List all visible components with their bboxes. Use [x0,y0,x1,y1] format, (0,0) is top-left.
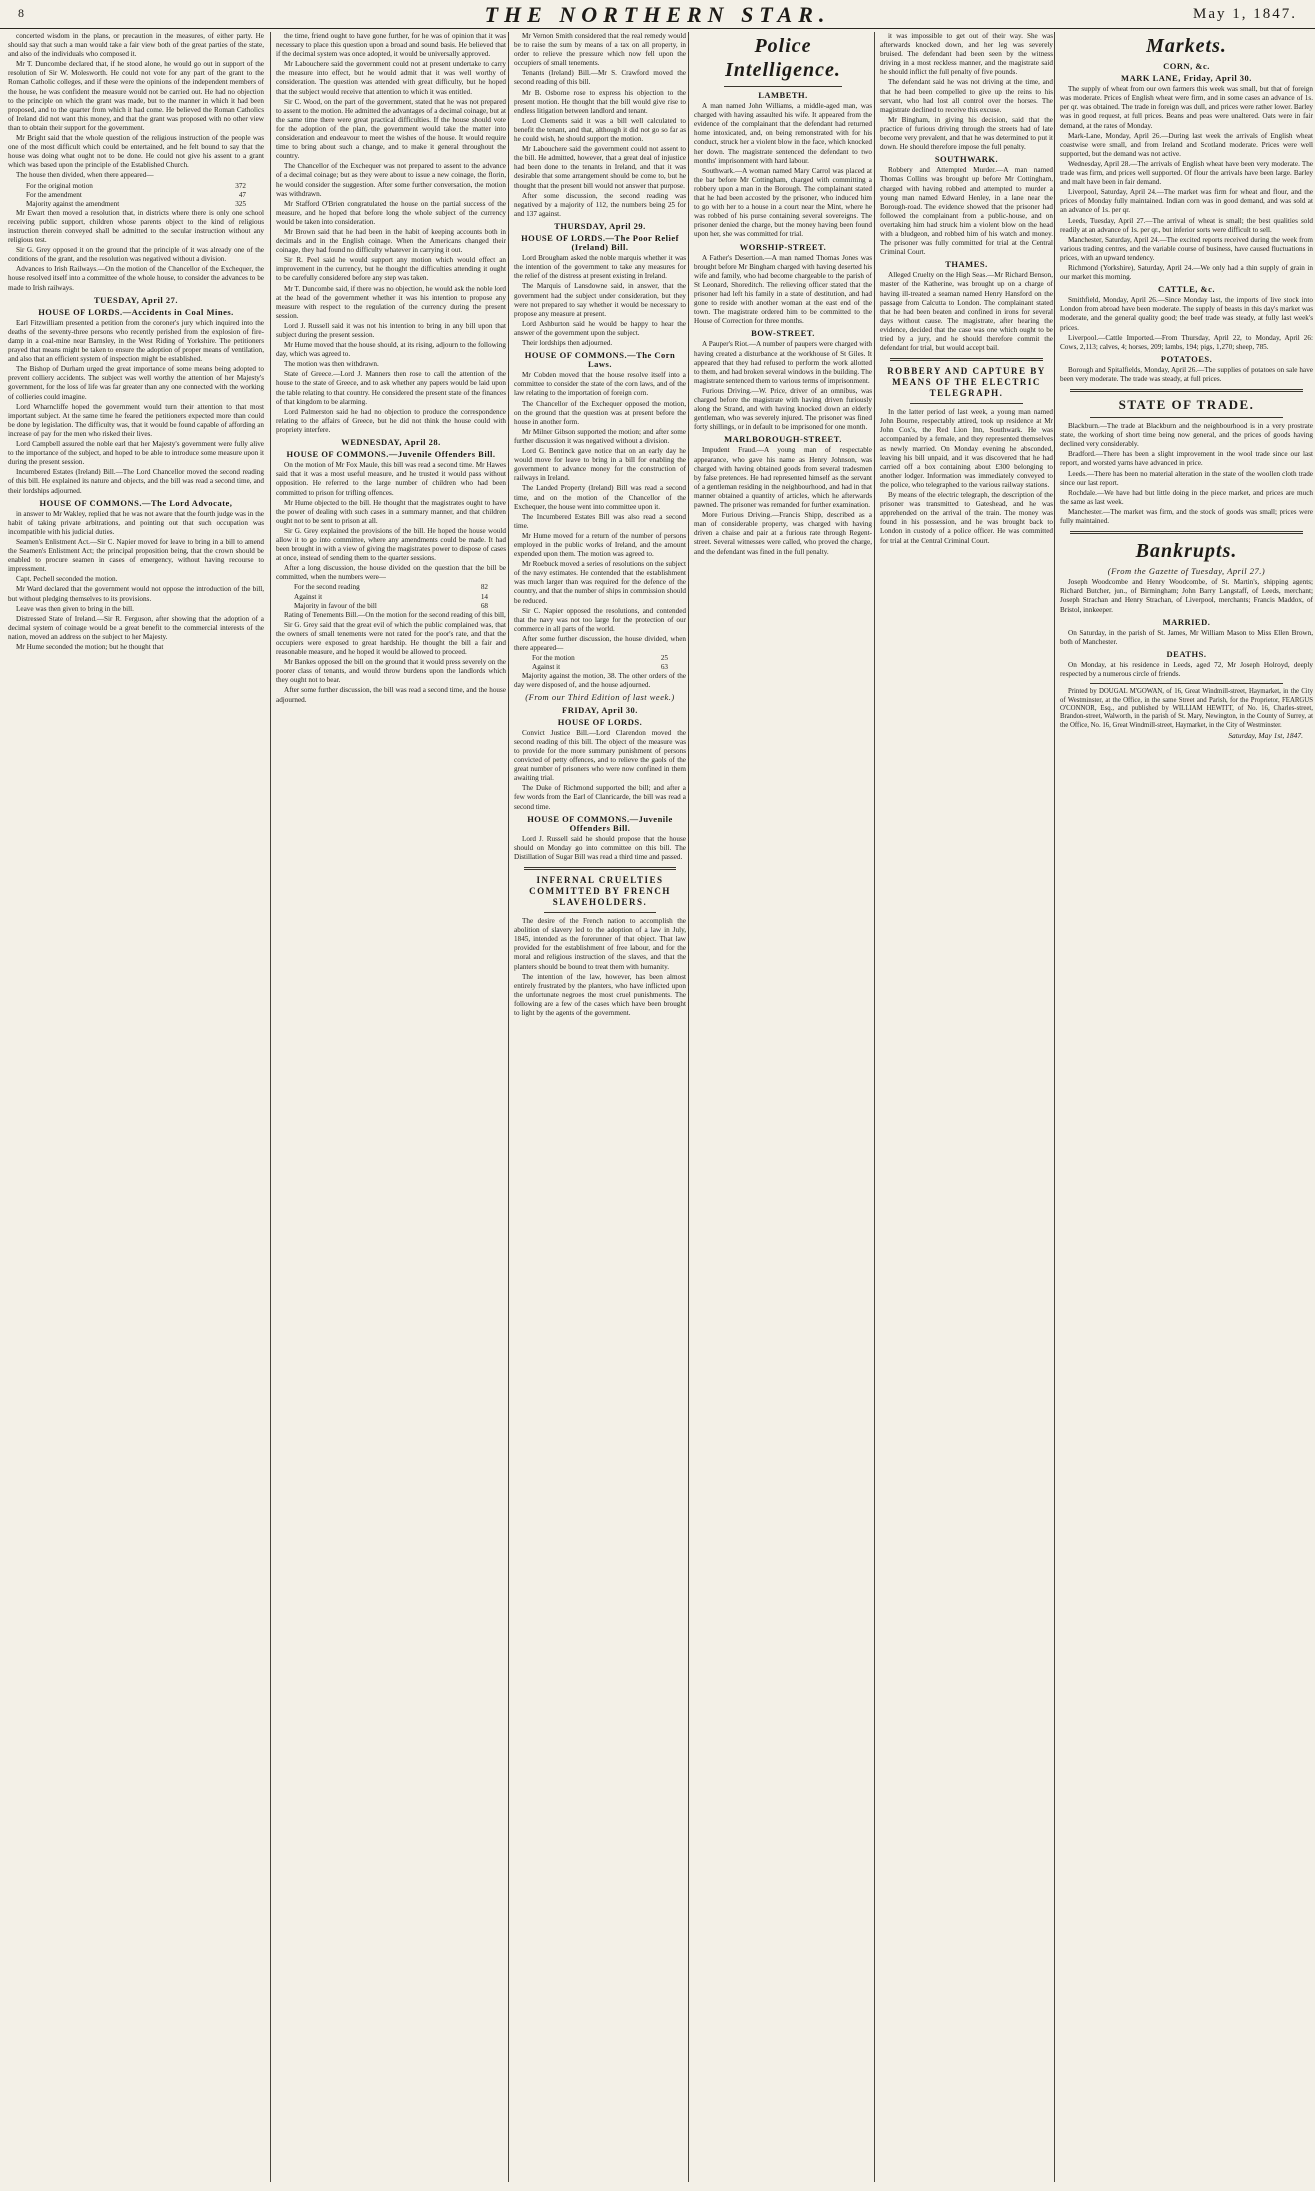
vote-row: For the second reading 82 [294,583,488,592]
vote-row: Majority against the amendment 325 [26,199,246,208]
article-paragraph: Mr Ewart then moved a resolution that, in districts where there is only one school receiving public support, children whose parents object to the kind of religious instruction therein conveyed shall be admitted to the secular instruction without any religious test. [8,208,264,245]
article-paragraph: Alleged Cruelty on the High Seas.—Mr Richard Benson, master of the Katherine, was brought up on a charge of having ill-treated a seaman named Henry Hansford on the passage from Calcutta to London. The complainant stated that he had been beaten and confined in irons for several days without cause. The magistrate, after hearing the evidence, decided that the case was one which ought to be tried by a jury, and he should therefore commit the defendant for trial, but would accept bail. [880,271,1053,353]
article-paragraph: Mr Cobden moved that the house resolve itself into a committee to consider the state of the corn laws, and of the law relating to the importation of foreign corn. [514,371,686,398]
article-paragraph: State of Greece.—Lord J. Manners then rose to call the attention of the house to the state of Greece, and to ask whether any papers would be laid upon the table relating to that country. He considered the present state of the finances of that kingdom to be alarming. [276,370,506,406]
section-heading: HOUSE OF COMMONS.—Juvenile Offenders Bill. [286,449,496,460]
article-paragraph: After some further discussion, the bill was read a second time, and the house adjourned. [276,686,506,704]
issue-date: May 1, 1847. [1193,6,1297,22]
article-paragraph: Sir G. Grey said that the great evil of which the public complained was, that the owners of small tenements were not rated for the poor's rate, and that the occupiers were exposed to great hardship. He thought the bill a fair and reasonable measure, and he hoped it would be allowed to proceed. [276,620,506,657]
article-paragraph: Mr Labouchere said the government could not at present undertake to carry the measure into effect, but he would admit that it was well worthy of consideration. The question was attended with great difficulty, but he hoped that the subject would receive that attention to which it was entitled. [276,60,506,96]
section-heading: POTATOES. [1160,353,1213,364]
article-paragraph: Mr Hume moved for a return of the number of persons employed in the public works of Ireland, and the amount expended upon them. The motion was agreed to. [514,531,686,559]
article-paragraph: Their lordships then adjourned. [522,339,613,347]
section-heading: THURSDAY, April 29. [554,220,646,231]
masthead [0,0,1315,29]
section-heading: CORN, &c. [1163,61,1210,71]
article-paragraph: Borough and Spitalfields, Monday, April 26.—The supplies of potatoes on sale have been very moderate. The trade was steady, at full prices. [1060,365,1313,383]
divider [1070,389,1303,392]
article-paragraph: The Chancellor of the Exchequer was not prepared to assent to the advance of a decimal coinage; but as they were about to issue a new coinage, the florin, he would consider the suggestion. After some further conversation, the motion was withdrawn. [276,162,506,198]
section-title: Markets. [1146,35,1227,57]
section-heading: HOUSE OF COMMONS.—Juvenile Offenders Bill. [527,813,673,833]
gazette-note: (From the Gazette of Tuesday, April 27.) [1107,566,1266,577]
article-paragraph: Capt. Pechell seconded the motion. [16,575,118,584]
article-paragraph: Lord J. Russell said it was not his intention to bring in any bill upon that subject during the present session. [276,321,506,339]
section-title: Bankrupts. [1135,540,1238,563]
article-paragraph: Leeds.—There has been no material alteration in the state of the woollen cloth trade since our last report. [1060,469,1313,487]
article-paragraph: Liverpool.—Cattle Imported.—From Thursday, April 22, to Monday, April 26: Cows, 2,113; calves, 4; horses, 209; lambs, 194; pigs, 1,270; sheep, 785. [1060,333,1313,351]
article-paragraph: The defendant said he was not driving at the time, and that he had been compelled to give up the reins to his servant, who had lost all control over the horses. The magistrate declined to receive this excuse. [880,78,1053,114]
section-heading: HOUSE OF COMMONS.—The Corn Laws. [524,350,676,370]
article-paragraph: Mr Hume seconded the motion; but he thought that [16,643,164,651]
article-paragraph: The Incumbered Estates Bill was also read a second time. [514,512,686,530]
article-paragraph: In the latter period of last week, a young man named John Bourne, respectably attired, took up residence at Mr John Cox's, the Red Lion Inn, Southwark. He was accompanied by a female, and they represented themselves as newly married. On Monday evening he absconded, leaving his bill unpaid, and it was discovered that he had carried off a box containing about £300 belonging to another lodger. Information was immediately conveyed to the police, who telegraphed to the various railway stations. [880,408,1053,489]
article-paragraph: Leave was then given to bring in the bill. [16,604,134,613]
article-headline: ROBBERY AND CAPTURE BY MEANS OF THE ELECTRIC TELEGRAPH. [887,366,1046,399]
article-paragraph: Mr Labouchere said the government could not assent to the bill. He admitted, however, that a great deal of injustice had been done to the tenants in Ireland, and that it was desirable that some arrangement should be come to, but he thought that the present bill would not answer that purpose. [514,145,686,190]
edition-note: (From our Third Edition of last week.) [525,692,675,703]
divider [910,403,1023,404]
article-paragraph: the time, friend ought to have gone further, for he was of opinion that it was necessary to place this question upon a broad and sound basis. He believed that if the decimal system was once adopted, it would be universally approved. [276,32,506,59]
article-paragraph: Majority against the motion, 38. The other orders of the day were disposed of, and the house adjourned. [514,672,686,690]
article-paragraph: After a long discussion, the house divided on the question that the bill be committed, when the numbers were— [276,564,506,582]
article-paragraph: Mr Milner Gibson supported the motion; and after some further discussion it was negatived without a division. [514,427,686,445]
column-2 [270,32,506,2182]
article-paragraph: Mr Bankes opposed the bill on the ground that it would press severely on the poorer class of tenants, and would throw burdens upon the landlords which they ought not to bear. [276,658,506,685]
article-paragraph: A Pauper's Riot.—A number of paupers were charged with having created a disturbance at the workhouse of St Giles. It appeared that they had refused to perform the work allotted to them, and had broken several windows in the building. The magistrate sentenced them to various terms of imprisonment. [694,340,872,385]
article-paragraph: Incumbered Estates (Ireland) Bill.—The Lord Chancellor moved the second reading of this bill. He explained its nature and objects, and the bill was read a second time, and their lordships adjourned. [8,468,264,495]
article-paragraph: Smithfield, Monday, April 26.—Since Monday last, the imports of live stock into London from abroad have been moderate. The supply of beasts in this day's market was moderate, and the general quality good; the beef trade was steady, at fully last week's prices. [1060,296,1313,332]
section-title: Police Intelligence. [725,35,841,81]
article-paragraph: Robbery and Attempted Murder.—A man named Thomas Collins was brought up before Mr Cottingham, charged with having robbed and attempted to murder a young man named Edward Henley, in a lane near the Borough-road. The evidence showed that the prisoner had followed the complainant from a public-house, and on overtaking him had struck him a violent blow on the head with a bludgeon, and robbed him of his watch and money. The prisoner was fully committed for trial at the Central Criminal Court. [880,166,1053,257]
article-paragraph: Leeds, Tuesday, April 27.—The arrival of wheat is small; the best qualities sold readily at an advance of 1s. per qr., but inferior sorts were difficult to sell. [1060,216,1313,234]
article-paragraph: Sir G. Grey explained the provisions of the bill. He hoped the house would allow it to go into committee, where any amendments could be made. It had been brought in with a view of giving the magistrates power to dispose of cases at once, instead of sending them to the quarter sessions. [276,526,506,563]
article-paragraph: After some discussion, the second reading was negatived by a majority of 112, the numbers being 25 for and 137 against. [514,191,686,218]
divider [1090,417,1283,418]
section-heading: CATTLE, &c. [1157,284,1216,295]
article-paragraph: By means of the electric telegraph, the description of the prisoner was transmitted to Gateshead, and he was apprehended on the arrival of the train. The money was found in his possession, and he was brought back to London in custody of a police officer. He was committed for trial at the Central Criminal Court. [880,491,1053,545]
page-number: 8 [18,6,24,20]
article-paragraph: Sir C. Napier opposed the resolutions, and contended that the navy was not too large for the protection of our commerce in all parts of the world. [514,606,686,633]
section-heading: SOUTHWARK. [934,154,999,165]
article-paragraph: Rating of Tenements Bill.—On the motion for the second reading of this bill, [284,610,506,619]
article-paragraph: Sir R. Peel said he would support any motion which would effect an improvement in the currency, but he thought the difficulties attending it ought to be carefully considered before any step was taken. [276,256,506,283]
imprint-date: Saturday, May 1st, 1847. [1228,731,1303,741]
article-paragraph: On Monday, at his residence in Leeds, aged 72, Mr Joseph Holroyd, deeply respected by a numerous circle of friends. [1060,660,1313,679]
article-paragraph: Wednesday, April 28.—The arrivals of English wheat have been very moderate. The trade was firm, and prices well supported. Of flour the arrivals have been large. Barley and malt have been in fair demand. [1060,159,1313,187]
column-3 [508,32,686,2182]
article-paragraph: Richmond (Yorkshire), Saturday, April 24.—We only had a thin supply of grain in our market this morning. [1060,263,1313,282]
article-paragraph: Lord Palmerston said he had no objection to produce the correspondence relating to the affairs of Greece, but he did not think the house could with propriety interfere. [276,407,506,434]
section-heading: WEDNESDAY, April 28. [341,437,441,448]
section-heading: MARK LANE, Friday, April 30. [1121,73,1252,84]
article-paragraph: On the motion of Mr Fox Maule, this bill was read a second time. Mr Hawes said that it was a most useful measure, and he trusted it would pass without opposition. He referred to the large number of children who had been committed to prison for trifling offences. [276,461,506,497]
article-paragraph: Distressed State of Ireland.—Sir R. Ferguson, after showing that the adoption of a decimal system of coinage would be a great benefit to the commercial interests of the nation, moved an address on the subject to her Majesty. [8,614,264,641]
section-heading: BOW-STREET. [751,328,815,339]
section-heading: TUESDAY, April 27. [94,294,178,305]
article-paragraph: Rochdale.—We have had but little doing in the piece market, and prices are much the same as last week. [1060,488,1313,506]
article-paragraph: it was impossible to get out of their way. She was afterwards knocked down, and her leg was severely bruised. The defendant had been seen by the witness driving in a most reckless manner, and the magistrate said he should inflict the full penalty of five pounds. [880,32,1053,77]
article-paragraph: Furious Driving.—W. Price, driver of an omnibus, was charged before the magistrate with having driven furiously along the Strand, and with having knocked down an elderly gentleman, who was severely injured. The prisoner was fined forty shillings, or in default to be imprisoned for one month. [694,386,872,432]
section-heading: DEATHS. [1166,648,1207,659]
article-paragraph: Lord J. Russell said he should propose that the house should on Monday go into committee on this bill. The Distillation of Sugar Bill was read a third time and passed. [514,834,686,861]
article-paragraph: Sir G. Grey opposed it on the ground that the principle of it was already one of the conditions of the grant, and the resolution was negatived without a division. [8,246,264,264]
article-paragraph: concerted wisdom in the plans, or precaution in the measures, of either party. He should say that such a man would take a fair view both of the great parties of the state, and also of the individuals who composed it. [8,32,264,59]
column-1 [8,32,264,2182]
article-paragraph: After some further discussion, the house divided, when there appeared— [514,634,686,652]
article-paragraph: More Furious Driving.—Francis Shipp, described as a man of considerable property, was charged with having driven a chaise and pair at a furious rate through Regent-street. Several witnesses were called, who proved the charge, and the defendant was fined in the full penalty. [694,511,872,556]
article-paragraph: Bradford.—There has been a slight improvement in the wool trade since our last report, and worsted yarns have advanced in price. [1060,450,1313,468]
section-heading: HOUSE OF LORDS.—Accidents in Coal Mines. [38,306,234,317]
article-paragraph: Lord G. Bentinck gave notice that on an early day he would move for leave to bring in a bill for enabling the government to advance money for the construction of railways in Ireland. [514,447,686,483]
vote-row: For the motion 25 [532,654,668,663]
article-paragraph: The Landed Property (Ireland) Bill was read a second time, and on the motion of the Chancellor of the Exchequer, the house went into committee upon it. [514,484,686,511]
column-4 [688,32,872,2182]
vote-row: For the amendment 47 [26,190,246,199]
article-paragraph: Convict Justice Bill.—Lord Clarendon moved the second reading of this bill. The object of the measure was to provide for the more summary punishment of persons convicted of petty offences, and to relieve the gaols of the great number of prisoners who were now confined in them awaiting trial. [514,728,686,783]
article-paragraph: Mr Bingham, in giving his decision, said that the practice of furious driving through the streets had of late become very prevalent, and that he was determined to put it down. He should therefore impose the full penalty. [880,115,1053,152]
section-heading: THAMES. [945,259,988,270]
article-paragraph: Lord Wharncliffe hoped the government would turn their attention to that most important subject. At the same time he feared the petitioners expected more than could be done by legislation. The difficulty was, that it would be found capable of affording an increase of pay for the men who risked their lives. [8,402,264,438]
vote-row: Against it 14 [294,592,488,601]
article-paragraph: Mr Ward declared that the government would not oppose the introduction of the bill, but without pledging themselves to its provisions. [8,585,264,603]
divider [544,912,656,913]
divider [524,867,676,870]
article-paragraph: Earl Fitzwilliam presented a petition from the coroner's jury which inquired into the deaths of the seventy-three persons who recently perished from the explosion of fire-damp in a coal-mine near Barnsley, in the West Riding of Yorkshire. The petitioners prayed that means might be taken to ensure the adoption of proper means of ventilation, and also that an efficient system of inspection might be established. [8,318,264,364]
division-result [276,583,506,610]
article-paragraph: Mr Hume objected to the bill. He thought that the magistrates ought to have the power of dealing with such cases in a summary manner, and that children ought not to be sent to prison at all. [276,498,506,525]
section-heading: MARLBOROUGH-STREET. [724,434,842,445]
section-headline: STATE OF TRADE. [1118,397,1255,413]
article-paragraph: The intention of the law, however, has been almost entirely frustrated by the planters, who have inflicted upon the unfortunate negroes the most cruel punishments. The following are a few of the cases which have been brought to light by the agents of the government. [514,972,686,1017]
divider [724,86,842,87]
section-heading: HOUSE OF LORDS. [557,716,643,727]
article-paragraph: Lord Clements said it was a bill well calculated to benefit the tenant, and that, although it did not go so far as he could wish, he should support the motion. [514,116,686,144]
article-paragraph: Tenants (Ireland) Bill.—Mr S. Crawford moved the second reading of this bill. [514,69,686,87]
article-paragraph: Mr Vernon Smith considered that the real remedy would be to raise the sum by means of a tax on all property, in order to relieve the pressure which now fell upon the occupiers of small tenements. [514,32,686,68]
article-paragraph: in answer to Mr Wakley, replied that he was not aware that the fourth judge was in the habit of taking private arbitrations, and pointing out that such occupation was incompatible with his judicial duties. [8,509,264,536]
section-heading: LAMBETH. [758,90,808,100]
divider [890,358,1043,361]
article-paragraph: A man named John Williams, a middle-aged man, was charged with having assaulted his wife. It appeared from the evidence of the complainant that the defendant had returned home intoxicated, and, on being remonstrated with for his conduct, struck her a violent blow in the face, which knocked her down. The magistrate sentenced the defendant to two months' imprisonment with hard labour. [694,102,872,165]
article-paragraph: The motion was then withdrawn. [284,360,379,369]
article-paragraph: Seamen's Enlistment Act.—Sir C. Napier moved for leave to bring in a bill to amend the Seamen's Enlistment Act; the principal proposition being, that the crown should be enabled to procure seamen in cases of emergency, without having recourse to impressment. [8,537,264,574]
article-paragraph: Liverpool, Saturday, April 24.—The market was firm for wheat and flour, and the prices of Monday fully maintained. Indian corn was in good demand, and was sold at an advance of 1s. per qr. [1060,188,1313,215]
article-paragraph: Mr T. Duncombe declared that, if he stood alone, he would go out in support of the resolution of Sir W. Molesworth. He could not vote for any part of the grant to the Roman Catholic colleges, and if these were the opinions of the independent members of the house, he was confident the measure would not be carried out. He had no objection to the principle on which the grant was made, but to the manner in which it had been proposed, and to the quarter from which it had come. He believed the Roman Catholics of Ireland did not want this money, and that the grant was proposed with no other view than to obtain their support for the government. [8,60,264,132]
article-paragraph: The house then divided, when there appeared— [16,171,154,180]
article-paragraph: Mr T. Duncombe said, if there was no objection, he would ask the noble lord at the head of the government whether it was his intention to propose any measure with respect to the regulation of the currency during the present session. [276,284,506,320]
article-paragraph: Mr Roebuck moved a series of resolutions on the subject of the navy estimates. He contended that the establishment was much larger than was required for the defence of the country, and that the number of ships in commission should be reduced. [514,560,686,605]
article-paragraph: Blackburn.—The trade at Blackburn and the neighbourhood is in a very prostrate state, the working of short time being now general, and the prices of goods having declined very considerably. [1060,422,1313,449]
article-paragraph: Mr Brown said that he had been in the habit of keeping accounts both in decimals and in the English coinage. When the Americans changed their coinage, they had found no difficulty whatever in carrying it out. [276,227,506,255]
article-paragraph: Lord Ashburton said he would be happy to hear the answer of the government upon the subject. [514,319,686,337]
article-paragraph: A Father's Desertion.—A man named Thomas Jones was brought before Mr Bingham charged with having deserted his wife and family, who had become chargeable to the parish of St Leonard, Shoreditch. The relieving officer stated that the prisoner had left his family in a state of destitution, and had gone to reside with another woman at the east end of the town. The magistrate ordered him to be committed to the House of Correction for three months. [694,253,872,326]
section-heading: WORSHIP-STREET. [739,241,827,252]
vote-row: Against it 63 [532,663,668,672]
article-paragraph: The Bishop of Durham urged the great importance of some means being adopted to prevent colliery accidents. The subject was well worthy the attention of her Majesty's government, for the loss of life was far greater than any one connected with the working of collieries could imagine. [8,365,264,401]
article-paragraph: Joseph Woodcombe and Henry Woodcombe, of St. Martin's, shipping agents; Richard Butcher, jun., of Birmingham; John Barry Langstaff, of Leeds, merchant; Joseph Strachan and Henry Strachan, of Liverpool, merchants; Francis Maddox, of Bristol, innkeeper. [1060,578,1313,614]
article-paragraph: The desire of the French nation to accomplish the abolition of slavery led to the adoption of a law in July, 1845, intended as the forerunner of that object. That law provided for the establishment of free labour, and for the moral and religious instruction of the slaves, and that the planters should be bound to treat them with humanity. [514,917,686,971]
article-paragraph: The Duke of Richmond supported the bill; and after a few words from the Earl of Clanricarde, the bill was read a second time. [514,784,686,811]
divider [1090,683,1283,684]
article-paragraph: Lord Campbell assured the noble earl that her Majesty's government were fully alive to the importance of the subject, and hoped to be able to introduce some measure upon it during the present session. [8,440,264,467]
article-paragraph: On Saturday, in the parish of St. James, Mr William Mason to Miss Ellen Brown, both of Manchester. [1060,628,1313,646]
article-paragraph: Manchester.—The market was firm, and the stock of goods was small; prices were fully maintained. [1060,507,1313,526]
article-paragraph: Sir C. Wood, on the part of the government, stated that he was not prepared to assent to the motion. He admitted the advantages of a decimal coinage, but at the same time there were great practical difficulties. If the house should vote for the adoption of the plan, the government would take the matter into consideration and endeavour to meet the wishes of the house. It would require time to bring about such a change, and to make it general throughout the country. [276,97,506,161]
article-paragraph: Mr Stafford O'Brien congratulated the house on the partial success of the measure, and he hoped that before long the whole subject of the currency would be taken into consideration. [276,199,506,226]
vote-row: For the original motion 372 [26,181,246,190]
division-result [514,654,686,672]
article-paragraph: Mark-Lane, Monday, April 26.—During last week the arrivals of English wheat coastwise were small, and from Ireland and Scotland moderate. Prices were well supported, but the demand was not active. [1060,131,1313,158]
article-headline: INFERNAL CRUELTIES COMMITTED BY FRENCH SLAVEHOLDERS. [529,875,671,908]
section-heading: MARRIED. [1162,616,1211,627]
article-paragraph: Mr Bright said that the whole question of the religious instruction of the people was one of the most difficult which could be entertained, and he felt bound to say that the house was doing what ought not to be done. He could not give his assent to a grant which was based upon the principle of the Established Church. [8,134,264,170]
article-paragraph: Lord Brougham asked the noble marquis whether it was the intention of the government to take any measures for the relief of the distress at present existing in Ireland. [514,254,686,281]
article-paragraph: Manchester, Saturday, April 24.—The excited reports received during the week from various trading centres, and the variable course of business, have caused fluctuations in prices, with an upward tendency. [1060,235,1313,262]
printer-imprint: Printed by DOUGAL M'GOWAN, of 16, Great Windmill-street, Haymarket, in the City of Westminster, at the Office, in the same Street and Parish, for the Proprietor, FEARGUS O'CONNOR, Esq., and published by WILLIAM HEWITT, of No. 16, Charles-street, Brandon-street, Walworth, in the parish of St. Mary, Newington, in the County of Surrey, at the Office, No. 16, Great Windmill-street, Haymarket, in the City of Westminster. [1060,688,1313,729]
article-paragraph: Southwark.—A woman named Mary Carrol was placed at the bar before Mr Cottingham, charged with committing a robbery upon a man in the Borough. The complainant stated that he had been accosted by the prisoner, who induced him to go with her to a house in a court near the Mint, where he was robbed of his purse containing several sovereigns. The prisoner denied the charge, but the money having been found upon her, she was committed for trial. [694,166,872,239]
section-heading: HOUSE OF LORDS.—The Poor Relief (Ireland) Bill. [521,232,679,253]
newspaper-title: THE NORTHERN STAR. [484,2,831,27]
article-paragraph: Mr Hume moved that the house should, at its rising, adjourn to the following day, which was agreed to. [276,341,506,359]
article-paragraph: Advances to Irish Railways.—On the motion of the Chancellor of the Exchequer, the house resolved itself into a committee of the whole house, to consider the advances to be made to Irish railways. [8,265,264,292]
column-6 [1054,32,1313,2182]
article-paragraph: The supply of wheat from our own farmers this week was small, but that of foreign was moderate. Prices of English wheat were firm, and in some cases an advance of 1s. per qr. was obtained. The trade in foreign was dull, and prices were rather lower. Barley was in good request, at full prices. Beans and peas were unaltered. Oats were in fair demand, at the rates of Monday. [1060,85,1313,130]
article-paragraph: The Chancellor of the Exchequer opposed the motion, on the ground that the question was at present before the house in another form. [514,399,686,426]
section-heading: FRIDAY, April 30. [562,704,638,715]
article-paragraph: Mr B. Osborne rose to express his objection to the present motion. He thought that the bill would give rise to endless litigation between landlord and tenant. [514,88,686,115]
section-heading: HOUSE OF COMMONS.—The Lord Advocate, [39,497,233,508]
article-paragraph: Impudent Fraud.—A young man of respectable appearance, who gave his name as Henry Johnson, was charged with having obtained goods from several tradesmen by false pretences. He had represented himself as the servant of a gentleman residing in the neighbourhood, and had in that manner obtained a quantity of articles, which he afterwards pawned. The prisoner was remanded for further examination. [694,446,872,510]
article-paragraph: The Marquis of Lansdowne said, in answer, that the government had the subject under consideration, but they were not prepared to say whether it would be necessary to propose any measure at present. [514,282,686,318]
vote-row: Majority in favour of the bill 68 [294,601,488,610]
division-result [8,182,264,209]
column-5 [874,32,1053,2182]
divider [1070,531,1303,534]
